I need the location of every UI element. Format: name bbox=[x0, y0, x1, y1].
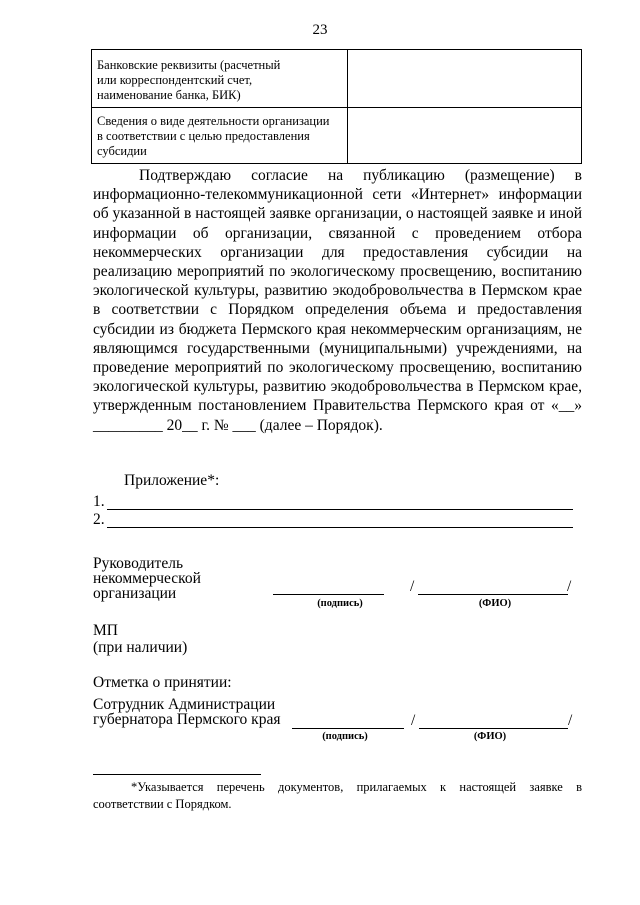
bank-details-value[interactable] bbox=[348, 50, 582, 108]
head-slash-right: / bbox=[567, 578, 572, 595]
staff-name-line[interactable] bbox=[419, 728, 568, 729]
staff-sign-caption: (подпись) bbox=[322, 731, 368, 742]
head-signature-line[interactable] bbox=[273, 594, 384, 595]
attachment-line[interactable] bbox=[93, 511, 573, 531]
staff-name-caption: (ФИО) bbox=[473, 731, 507, 742]
attachment-line[interactable] bbox=[93, 493, 573, 513]
attachment-number: 1. bbox=[93, 493, 105, 510]
head-sign-caption: (подпись) bbox=[317, 598, 363, 609]
stamp-label: МП bbox=[93, 622, 118, 639]
activity-info-value[interactable] bbox=[348, 108, 582, 164]
acceptance-title: Отметка о принятии: bbox=[93, 674, 232, 691]
attachments-title: Приложение*: bbox=[124, 472, 220, 489]
attachment-underline bbox=[107, 509, 573, 510]
head-slash-left: / bbox=[410, 578, 415, 595]
bank-details-label: Банковские реквизиты (расчетный или корреспондентский счет, наименование банка, БИК) bbox=[92, 50, 348, 108]
consent-paragraph: Подтверждаю согласие на публикацию (размещение) в информационно-телекоммуникационной сети «Интернет» информации об указанной в настоящей заявке организации, о настоящей заявке и иной информации об организации, связанной с проведением отбора некоммерческих организации для предоставления субсидии на реализацию мероприятий по экологическому просвещению, воспитанию экологической культуры, развитию экодобровольчества в Пермском крае в соответствии с Порядком определения объема и предоставления субсидии из бюджета Пермского края некоммерческим организациям, не являющимся государственными (муниципальными) учреждениями, на проведение мероприятий по экологическому просвещению, воспитанию экологической культуры, развитию экодобровольчества в Пермском крае, утвержденным постановлением Правительства Пермского края от «__» _________ 20__ г. № ___ (далее – Порядок). bbox=[93, 167, 582, 434]
head-name-caption: (ФИО) bbox=[478, 598, 512, 609]
footnote-divider bbox=[93, 774, 261, 775]
staff-label: Сотрудник Администрации губернатора Пермского края bbox=[93, 696, 281, 728]
requisites-table bbox=[91, 49, 582, 164]
attachment-number: 2. bbox=[93, 511, 105, 528]
head-name-line[interactable] bbox=[418, 594, 568, 595]
stamp-note: (при наличии) bbox=[93, 639, 188, 656]
staff-slash-left: / bbox=[411, 712, 416, 729]
footnote-text: *Указывается перечень документов, прилагаемых к настоящей заявке в соответствии с Порядком. bbox=[93, 780, 582, 811]
table-row bbox=[92, 108, 582, 164]
page-number: 23 bbox=[312, 22, 328, 38]
activity-info-label: Сведения о виде деятельности организации в соответствии с целью предоставления субсидии bbox=[92, 108, 348, 164]
head-label: Руководитель некоммерческой организации bbox=[93, 555, 201, 602]
staff-signature-line[interactable] bbox=[292, 728, 404, 729]
attachment-underline bbox=[107, 527, 573, 528]
staff-slash-right: / bbox=[568, 712, 573, 729]
table-row bbox=[92, 50, 582, 108]
